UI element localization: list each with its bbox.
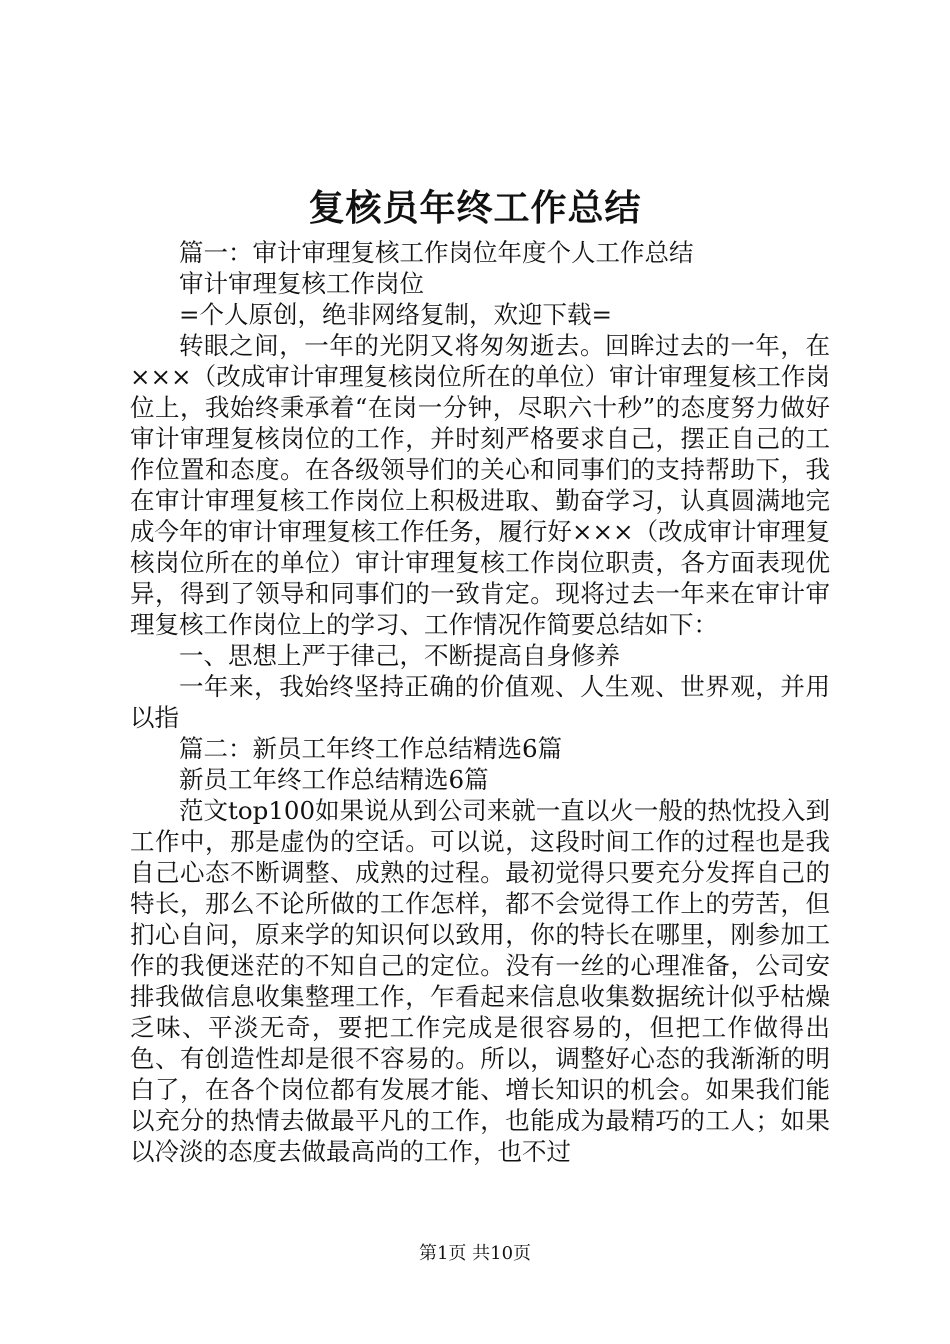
page-footer: 第1页 共10页 <box>418 1243 532 1264</box>
paragraph: 范文top100如果说从到公司来就一直以火一般的热忱投入到工作中，那是虚伪的空话。可以说，这段时间工作的过程也是我自己心态不断调整、成熟的过程。最初觉得只要充分发挥自己的特长，那么不论所做的工作怎样，都不会觉得工作上的劳苦，但扪心自问，原来学的知识何以致用，你的特长在哪里，刚参加工作的我便迷茫的不知自己的定位。没有一丝的心理准备，公司安排我做信息收集整理工作，乍看起来信息收集数据统计似乎枯燥乏味、平淡无奇，要把工作完成是很容易的，但把工作做得出色、有创造性却是很不容易的。所以，调整好心态的我渐渐的明白了，在各个岗位都有发展才能、增长知识的机会。如果我们能以充分的热情去做最平凡的工作，也能成为最精巧的工人；如果以冷淡的态度去做最高尚的工作，也不过 <box>130 796 830 1166</box>
document-body <box>130 237 830 1167</box>
paragraph: 篇二：新员工年终工作总结精选6篇 <box>179 734 563 763</box>
paragraph: =个人原创，绝非网络复制，欢迎下载= <box>179 300 613 329</box>
paragraph: 一、思想上严于律己，不断提高自身修养 <box>179 641 620 670</box>
paragraph: 审计审理复核工作岗位 <box>179 269 424 298</box>
paragraph: 篇一：审计审理复核工作岗位年度个人工作总结 <box>179 238 694 267</box>
paragraph: 新员工年终工作总结精选6篇 <box>179 765 489 794</box>
paragraph: 转眼之间，一年的光阴又将匆匆逝去。回眸过去的一年，在×××（改成审计审理复核岗位所在的单位）审计审理复核工作岗位上，我始终秉承着“在岗一分钟，尽职六十秒”的态度努力做好审计审理复核岗位的工作，并时刻严格要求自己，摆正自己的工作位置和态度。在各级领导们的关心和同事们的支持帮助下，我在审计审理复核工作岗位上积极进取、勤奋学习，认真圆满地完成今年的审计审理复核工作任务，履行好×××（改成审计审理复核岗位所在的单位）审计审理复核工作岗位职责，各方面表现优异，得到了领导和同事们的一致肯定。现将过去一年来在审计审理复核工作岗位上的学习、工作情况作简要总结如下： <box>130 331 830 639</box>
document-title: 复核员年终工作总结 <box>308 187 642 229</box>
paragraph: 一年来，我始终坚持正确的价值观、人生观、世界观，并用以指 <box>130 672 830 732</box>
